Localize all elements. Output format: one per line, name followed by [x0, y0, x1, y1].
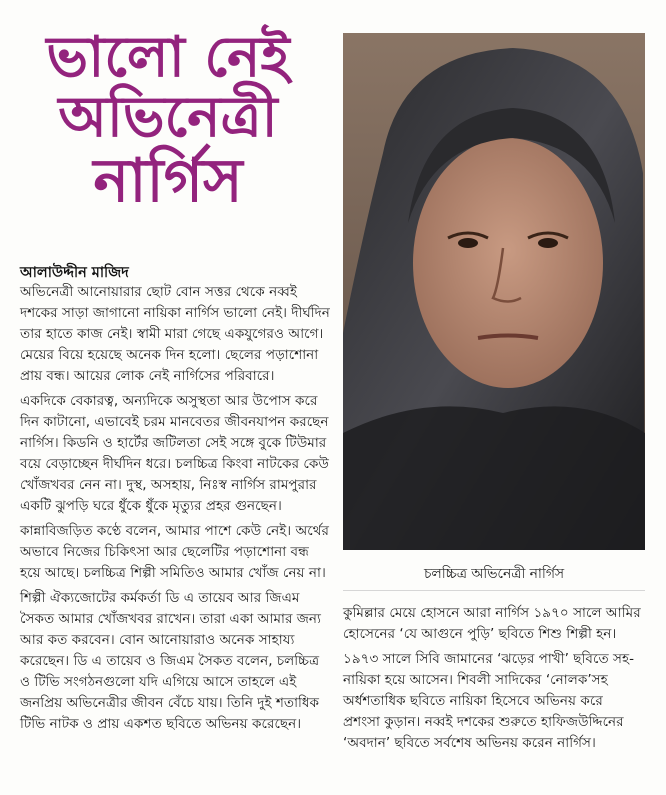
headline-line-3: নার্গিস [93, 145, 243, 216]
article-paragraph: অভিনেত্রী আনোয়ারার ছোট বোন সত্তর থেকে নব্বই দশকের সাড়া জাগানো নায়িকা নার্গিস ভালো নেই। দীর্ঘদিন তার হাতে কাজ নেই। স্বামী মারা গেছে একযুগেরও আগে। মেয়ের বিয়ে হয়েছে অনেক দিন হলো। ছেলের পড়াশোনা প্রায় বন্ধ। আয়ের লোক নেই নার্গিসের পরিবারে। [20, 284, 330, 384]
article-paragraph: একদিকে বেকারত্ব, অন্যদিকে অসুস্থতা আর উপোস করে দিন কাটানো, এভাবেই চরম মানবেতর জীবনযাপন করছেন নার্গিস। কিডনি ও হার্টের জটিলতা সেই সঙ্গে বুকে টিউমার বয়ে বেড়াচ্ছেন দীর্ঘদিন ধরে। চলচ্চিত্র কিংবা নাটকের কেউ খোঁজখবর নেন না। দুস্থ, অসহায়, নিঃস্ব নার্গিস রামপুরার একটি ঝুপড়ি ঘরে ধুঁকে ধুঁকে মৃত্যুর প্রহর গুনছেন। [20, 393, 329, 514]
portrait-illustration [343, 33, 645, 550]
article-left-column [20, 282, 330, 739]
headline-line-2: অভিনেত্রী [58, 85, 278, 151]
photo-caption: চলচ্চিত্র অভিনেত্রী নার্গিস [423, 566, 565, 582]
article-paragraph: ১৯৭৩ সালে সিবি জামানের ‘ঝড়ের পাখী’ ছবিতে সহ-নায়িকা হয়ে আসেন। শিবলী সাদিকের ‘নোলক’সহ অর্ধশতাধিক ছবিতে নায়িকা হিসেবে অভিনয় করে প্রশংসা কুড়ান। নব্বই দশকের শুরুতে হাফিজউদ্দিনের ‘অবদান’ ছবিতে সর্বশেষ অভিনয় করেন নার্গিস। [343, 651, 634, 751]
headline [18, 25, 318, 216]
author-byline: আলাউদ্দীন মাজিদ [20, 265, 129, 281]
article-paragraph: কুমিল্লার মেয়ে হোসনে আরা নার্গিস ১৯৭০ সালে আমির হোসেনের ‘যে আগুনে পুড়ি’ ছবিতে শিশু শিল্পী হন। [343, 605, 641, 642]
article-paragraph: কান্নাবিজড়িত কণ্ঠে বলেন, আমার পাশে কেউ নেই। অর্থের অভাবে নিজের চিকিৎসা আর ছেলেটির পড়াশোনা বন্ধ হয়ে আছে। চলচ্চিত্র শিল্পী সমিতিও আমার খোঁজ নেয় না। [20, 523, 329, 581]
article-right-column [343, 603, 643, 758]
article-paragraph: শিল্পী ঐক্যজোটের কর্মকর্তা ডি এ তায়েব আর জিএম সৈকত আমার খোঁজখবর রাখেন। তারা একা আমার জন্য আর কত করবেন। বোন আনোয়ারাও অনেক সাহায্য করেছেন। ডি এ তায়েব ও জিএম সৈকত বলেন, চলচ্চিত্র ও টিভি সংগঠনগুলো যদি এগিয়ে আসে তাহলে এই জনপ্রিয় অভিনেত্রীর জীবন বেঁচে যায়। তিনি দুই শতাধিক টিভি নাটক ও প্রায় একশত ছবিতে অভিনয় করেছেন। [20, 590, 321, 732]
portrait-photo [343, 33, 645, 550]
headline-line-1: ভালো নেই [46, 25, 290, 90]
divider [343, 590, 645, 591]
